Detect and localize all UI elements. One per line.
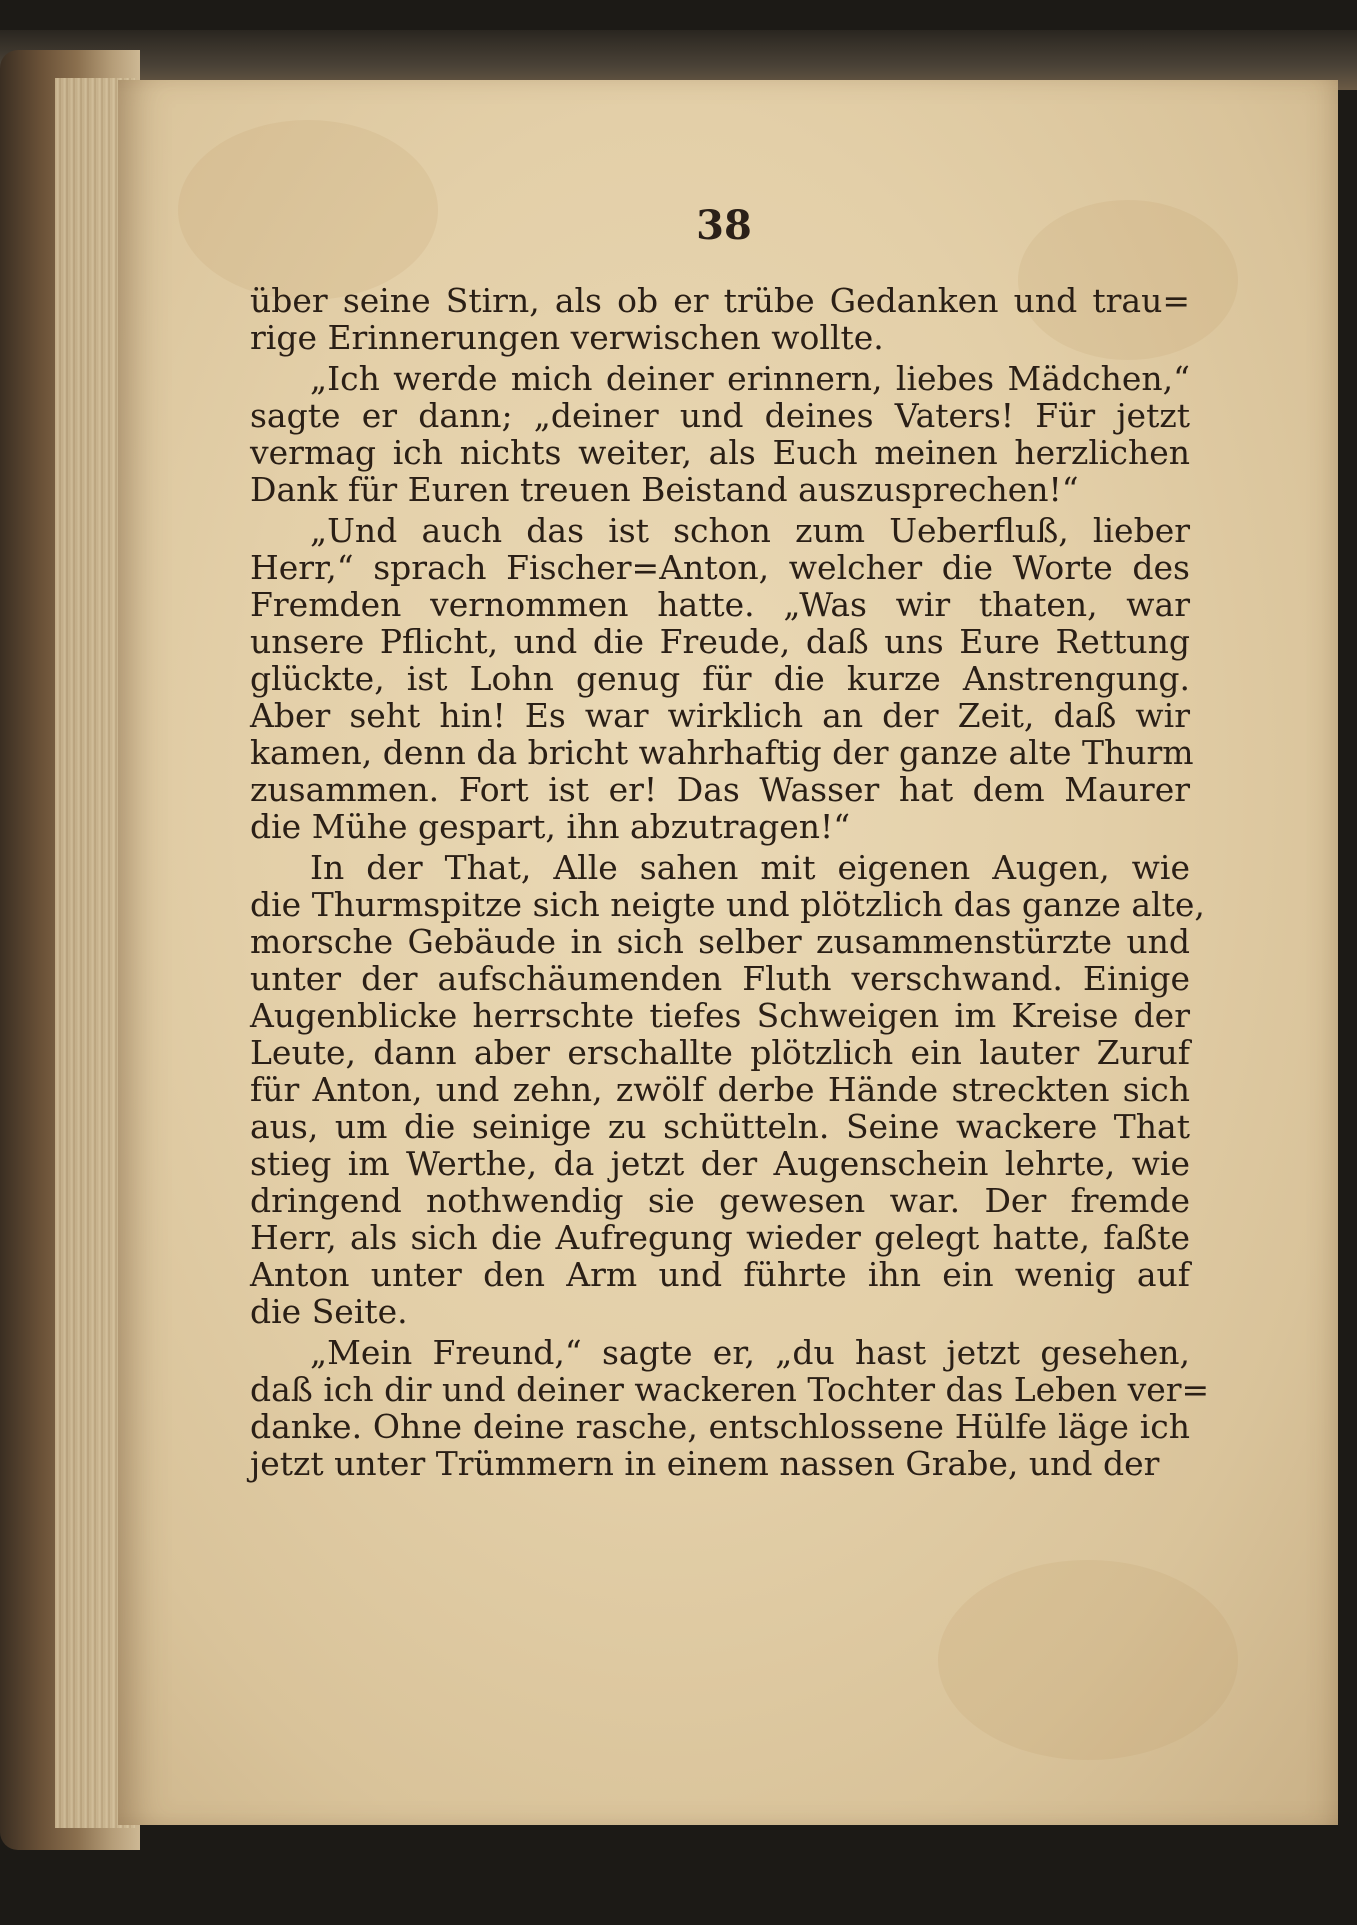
text-line: rige Erinnerungen verwischen wollte. — [250, 318, 884, 357]
text-line: stieg im Werthe, da jetzt der Augenschein lehrte, wie — [250, 1144, 1190, 1183]
text-line: Augenblicke herrschte tiefes Schweigen im Kreise der — [250, 996, 1190, 1035]
text-line: die Thurmspitze sich neigte und plötzlich das ganze alte, — [250, 885, 1205, 924]
text-line: Herr, als sich die Aufregung wieder gelegt hatte, faßte — [250, 1218, 1190, 1257]
paper-stain — [178, 120, 438, 300]
text-line: die Seite. — [250, 1292, 408, 1331]
text-line: Fremden vernommen hatte. „Was wir thaten, war — [250, 585, 1190, 624]
text-line: „Mein Freund,“ sagte er, „du hast jetzt gesehen, — [310, 1333, 1190, 1372]
paper-stain — [938, 1560, 1238, 1760]
paragraph — [250, 1333, 1210, 1483]
text-line: Herr,“ sprach Fischer=Anton, welcher die Worte des — [250, 548, 1190, 587]
body-text — [250, 281, 1210, 1483]
text-line: In der That, Alle sahen mit eigenen Augen, wie — [310, 848, 1190, 887]
text-line: vermag ich nichts weiter, als Euch meinen herzlichen — [250, 433, 1190, 472]
text-line: unter der aufschäumenden Fluth verschwand. Einige — [250, 959, 1190, 998]
text-line: kamen, denn da bricht wahrhaftig der ganze alte Thurm — [250, 733, 1194, 772]
paragraph — [250, 282, 1190, 356]
text-line: über seine Stirn, als ob er trübe Gedanken und trau= — [250, 281, 1190, 320]
text-line: dringend nothwendig sie gewesen war. Der fremde — [250, 1181, 1190, 1220]
text-line: daß ich dir und deiner wackeren Tochter das Leben ver= — [250, 1370, 1210, 1409]
text-line: zusammen. Fort ist er! Das Wasser hat dem Maurer — [250, 770, 1190, 809]
text-line: Anton unter den Arm und führte ihn ein wenig auf — [250, 1255, 1190, 1294]
text-line: Dank für Euren treuen Beistand auszusprechen!“ — [250, 470, 1079, 509]
text-line: Aber seht hin! Es war wirklich an der Zeit, daß wir — [250, 696, 1190, 735]
text-line: unsere Pflicht, und die Freude, daß uns Eure Rettung — [250, 622, 1190, 661]
text-line: morsche Gebäude in sich selber zusammenstürzte und — [250, 922, 1190, 961]
text-line: Leute, dann aber erschallte plötzlich ein lauter Zuruf — [250, 1033, 1190, 1072]
text-line: sagte er dann; „deiner und deines Vaters! Für jetzt — [250, 396, 1190, 435]
page-number: 38 — [696, 202, 752, 249]
text-line: „Und auch das ist schon zum Ueberfluß, lieber — [310, 511, 1190, 550]
paragraph — [250, 511, 1194, 846]
text-line: glückte, ist Lohn genug für die kurze Anstrengung. — [250, 659, 1190, 698]
paragraph — [250, 848, 1205, 1331]
paragraph — [250, 360, 1190, 508]
text-line: aus, um die seinige zu schütteln. Seine wackere That — [250, 1107, 1190, 1146]
text-line: „Ich werde mich deiner erinnern, liebes Mädchen,“ — [310, 359, 1190, 398]
text-line: für Anton, und zehn, zwölf derbe Hände streckten sich — [250, 1070, 1190, 1109]
text-line: danke. Ohne deine rasche, entschlossene Hülfe läge ich — [250, 1407, 1190, 1446]
text-line: die Mühe gespart, ihn abzutragen!“ — [250, 807, 851, 846]
text-line: jetzt unter Trümmern in einem nassen Grabe, und der — [250, 1444, 1160, 1483]
